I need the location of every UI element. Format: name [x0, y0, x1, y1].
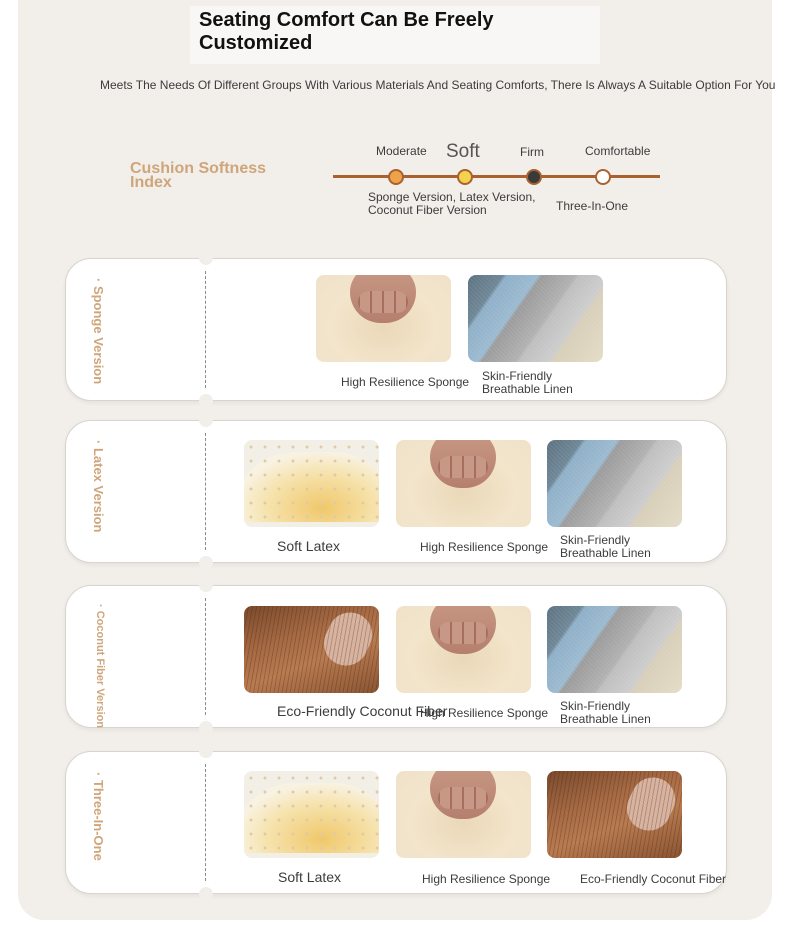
material-caption: Soft Latex	[278, 869, 342, 885]
page-subtitle: Meets The Needs Of Different Groups With Various Materials And Seating Comforts, There Is Always A Suitable Option For You	[100, 78, 776, 92]
level-label-soft: Soft	[446, 141, 480, 162]
group-a-label: Sponge Version, Latex Version, Coconut Fiber Version	[368, 190, 536, 217]
card-notch	[199, 578, 213, 592]
material-caption: Soft Latex	[277, 538, 341, 554]
level-dot-soft	[457, 169, 473, 185]
material-caption: High Resilience Sponge	[420, 706, 549, 720]
linen-photo	[547, 440, 682, 527]
level-dot-comfortable	[595, 169, 611, 185]
version-title: · Three-In-One	[91, 772, 106, 861]
card-notch	[199, 251, 213, 265]
sponge-photo	[396, 440, 531, 527]
group-b-label: Three-In-One	[556, 199, 629, 213]
sponge-photo	[396, 771, 531, 858]
level-dot-firm	[526, 169, 542, 185]
material-caption: Eco-Friendly Coconut Fiber	[580, 872, 727, 886]
card-divider	[205, 271, 206, 388]
card-divider	[205, 598, 206, 715]
level-label-firm: Firm	[520, 145, 544, 159]
page-title: Seating Comfort Can Be Freely Customized	[199, 9, 494, 54]
latex-photo	[244, 440, 379, 527]
coconut-photo	[244, 606, 379, 693]
level-dot-moderate	[388, 169, 404, 185]
material-caption: Skin-Friendly Breathable Linen	[560, 533, 651, 560]
softness-index-label: Cushion Softness Index	[130, 160, 267, 191]
material-caption: High Resilience Sponge	[422, 872, 551, 886]
card-notch	[199, 887, 213, 901]
card-notch	[199, 394, 213, 408]
material-caption: Skin-Friendly Breathable Linen	[482, 369, 573, 396]
card-notch	[199, 413, 213, 427]
card-divider	[205, 764, 206, 881]
material-caption: Skin-Friendly Breathable Linen	[560, 699, 651, 726]
card-divider	[205, 433, 206, 550]
latex-photo	[244, 771, 379, 858]
material-caption: High Resilience Sponge	[341, 375, 470, 389]
card-notch	[199, 744, 213, 758]
material-caption: High Resilience Sponge	[420, 540, 549, 554]
level-label-moderate: Moderate	[376, 144, 427, 158]
version-title: · Latex Version	[91, 440, 106, 533]
level-label-comfortable: Comfortable	[585, 144, 651, 158]
sponge-photo	[396, 606, 531, 693]
linen-photo	[547, 606, 682, 693]
material-caption: Eco-Friendly Coconut Fiber	[277, 703, 448, 719]
linen-photo	[468, 275, 603, 362]
card-notch	[199, 556, 213, 570]
version-title: · Sponge Version	[91, 278, 106, 385]
coconut-photo	[547, 771, 682, 858]
card-notch	[199, 721, 213, 735]
sponge-photo	[316, 275, 451, 362]
version-title: · Coconut Fiber Version	[94, 604, 106, 729]
